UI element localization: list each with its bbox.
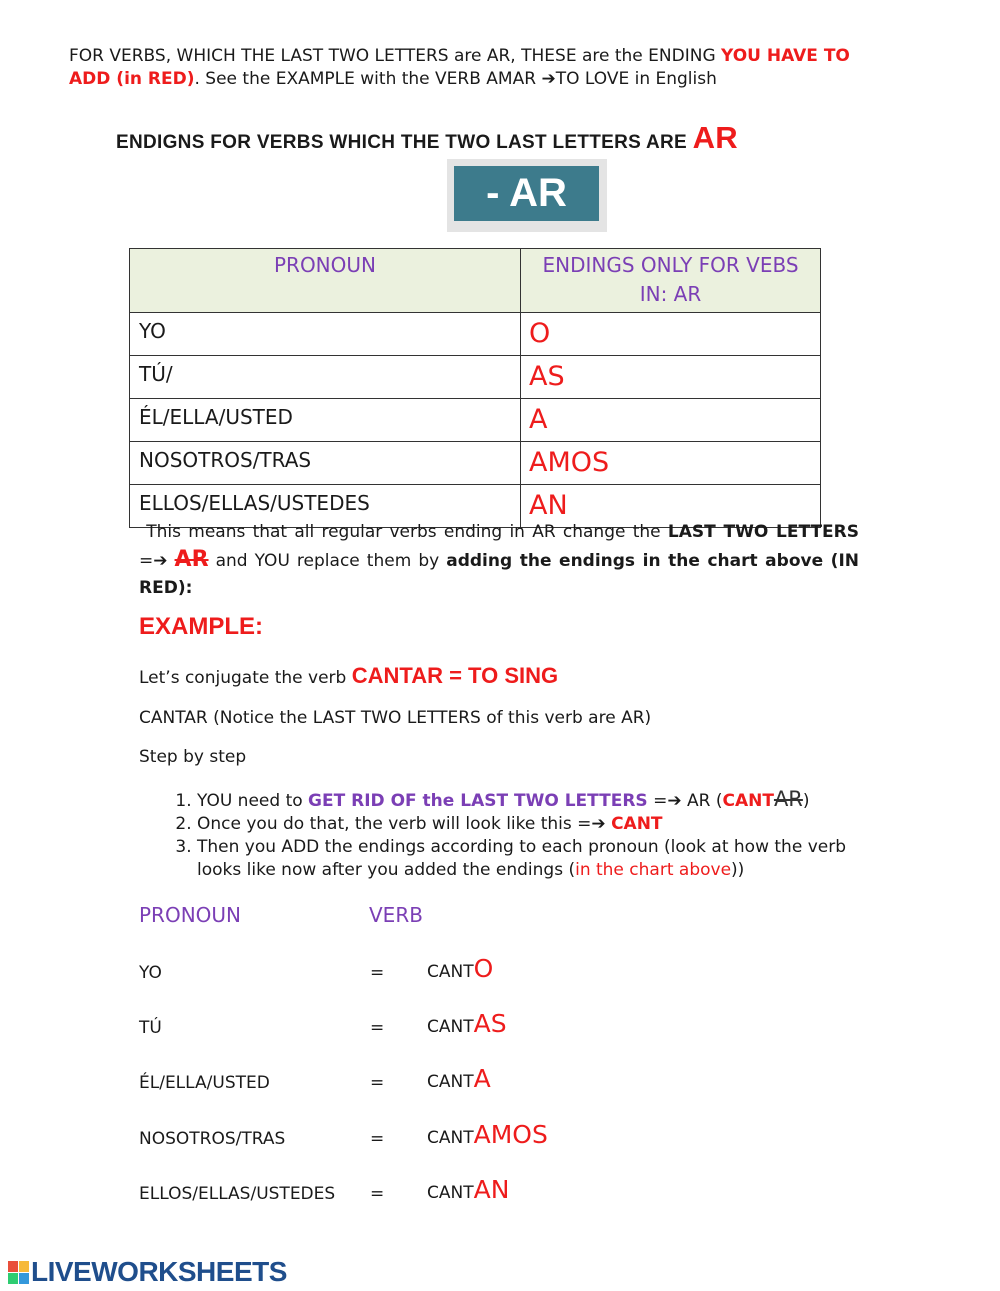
conj-verb bbox=[427, 954, 493, 983]
conjugate-line bbox=[139, 662, 558, 692]
verb-ending: AS bbox=[473, 1009, 507, 1038]
equals-sign: = bbox=[370, 1073, 385, 1093]
section-heading bbox=[116, 120, 738, 156]
step1-arrow-text: =➔ AR ( bbox=[647, 791, 723, 811]
step3-close: )) bbox=[731, 860, 745, 880]
table-row bbox=[130, 442, 821, 485]
means-text-1: This means that all regular verbs ending in AR change the bbox=[146, 522, 668, 542]
list-item bbox=[197, 788, 867, 813]
ar-badge: - AR bbox=[454, 166, 599, 221]
ending-cell: AN bbox=[521, 485, 821, 528]
conjugation-row bbox=[139, 1000, 639, 1040]
conjugation-row bbox=[139, 945, 639, 985]
steps-list bbox=[162, 788, 867, 882]
means-bold-2: adding the endings in the chart above (IN RED): bbox=[139, 551, 859, 598]
verb-stem: CANT bbox=[427, 1183, 474, 1203]
conj-pronoun: NOSOTROS/TRAS bbox=[139, 1129, 286, 1149]
means-text-5: and YOU replace them by bbox=[208, 551, 447, 571]
ending-cell: A bbox=[521, 399, 821, 442]
pronoun-cell: NOSOTROS/TRAS bbox=[130, 442, 521, 485]
liveworksheets-logo[interactable] bbox=[8, 1256, 287, 1288]
equals-sign: = bbox=[370, 1018, 385, 1038]
verb-ending: AMOS bbox=[473, 1120, 548, 1149]
conj-pronoun: ÉL/ELLA/USTED bbox=[139, 1073, 270, 1093]
means-arrow: =➔ bbox=[139, 551, 175, 571]
conjugation-header bbox=[139, 903, 539, 933]
verb-stem: CANT bbox=[427, 1128, 474, 1148]
conj-pronoun: TÚ bbox=[139, 1018, 162, 1038]
pronoun-cell: YO bbox=[130, 313, 521, 356]
ending-cell: AMOS bbox=[521, 442, 821, 485]
logo-text: LIVEWORKSHEETS bbox=[31, 1256, 287, 1287]
heading-ar: AR bbox=[692, 120, 738, 155]
conj-verb bbox=[427, 1009, 507, 1038]
intro-text-4: TO LOVE in English bbox=[555, 69, 717, 89]
equals-sign: = bbox=[370, 1129, 385, 1149]
pronoun-cell: TÚ/ bbox=[130, 356, 521, 399]
example-label: EXAMPLE: bbox=[139, 613, 264, 640]
heading-text: ENDIGNS FOR VERBS WHICH THE TWO LAST LETTERS ARE bbox=[116, 132, 693, 153]
pronoun-cell: ÉL/ELLA/USTED bbox=[130, 399, 521, 442]
header-endings: ENDINGS ONLY FOR VEBS IN: AR bbox=[521, 249, 821, 313]
step3-red: in the chart above bbox=[575, 860, 732, 880]
verb-stem: CANT bbox=[427, 1017, 474, 1037]
conjugation-row bbox=[139, 1111, 639, 1151]
list-item bbox=[197, 813, 867, 836]
step-by-step-label: Step by step bbox=[139, 747, 247, 767]
intro-text-3: . See the EXAMPLE with the VERB AMAR bbox=[194, 69, 542, 89]
equals-sign: = bbox=[370, 1184, 385, 1204]
list-item bbox=[197, 836, 867, 882]
ending-cell: O bbox=[521, 313, 821, 356]
notice-line: CANTAR (Notice the LAST TWO LETTERS of this verb are AR) bbox=[139, 708, 652, 728]
conj-verb bbox=[427, 1120, 548, 1149]
table-row bbox=[130, 356, 821, 399]
equals-sign: = bbox=[370, 963, 385, 983]
intro-paragraph bbox=[69, 45, 869, 91]
step1-close: ) bbox=[802, 791, 810, 811]
verb-ending: O bbox=[473, 954, 494, 983]
conjugate-verb: CANTAR = TO SING bbox=[351, 663, 559, 688]
conj-header-verb: VERB bbox=[369, 903, 423, 927]
conj-verb bbox=[427, 1175, 509, 1204]
conj-pronoun: YO bbox=[139, 963, 162, 983]
table-row bbox=[130, 313, 821, 356]
table-header-row bbox=[130, 249, 821, 313]
conj-pronoun: ELLOS/ELLAS/USTEDES bbox=[139, 1184, 336, 1204]
conjugation-row bbox=[139, 1055, 639, 1095]
logo-blocks-icon bbox=[8, 1261, 29, 1284]
verb-ending: A bbox=[473, 1064, 491, 1093]
explanation-paragraph bbox=[139, 519, 859, 602]
step1-text: YOU need to bbox=[197, 791, 309, 811]
ending-cell: AS bbox=[521, 356, 821, 399]
verb-stem: CANT bbox=[427, 1072, 474, 1092]
conjugate-prefix: Let’s conjugate the verb bbox=[139, 668, 352, 688]
conj-verb bbox=[427, 1064, 491, 1093]
step3-text: Then you ADD the endings according to each pronoun (look at how the verb looks like now after you added the endings ( bbox=[197, 837, 846, 880]
verb-ending: AN bbox=[473, 1175, 510, 1204]
table-row bbox=[130, 399, 821, 442]
conjugation-row bbox=[139, 1166, 639, 1206]
intro-text-1: FOR VERBS, WHICH THE LAST TWO LETTERS are AR, THESE are the ENDING bbox=[69, 46, 722, 66]
step2-text: Once you do that, the verb will look like this =➔ bbox=[197, 814, 612, 834]
step2-red: CANT bbox=[611, 814, 663, 834]
means-bold-1: LAST TWO LETTERS bbox=[667, 522, 860, 542]
means-strike-ar: AR bbox=[174, 547, 209, 572]
pronoun-cell: ELLOS/ELLAS/USTEDES bbox=[130, 485, 521, 528]
verb-stem: CANT bbox=[427, 962, 474, 982]
endings-table bbox=[129, 248, 821, 528]
ar-badge-frame bbox=[447, 159, 607, 232]
step1-red: CANT bbox=[722, 791, 774, 811]
header-pronoun: PRONOUN bbox=[130, 249, 521, 313]
arrow-icon: ➔ bbox=[541, 69, 556, 89]
step1-purple: GET RID OF the LAST TWO LETTERS bbox=[308, 791, 648, 811]
step1-strike: AR bbox=[773, 787, 803, 811]
intro-red-text: YOU HAVE TO ADD (in RED) bbox=[69, 46, 850, 89]
conj-header-pronoun: PRONOUN bbox=[139, 903, 242, 927]
